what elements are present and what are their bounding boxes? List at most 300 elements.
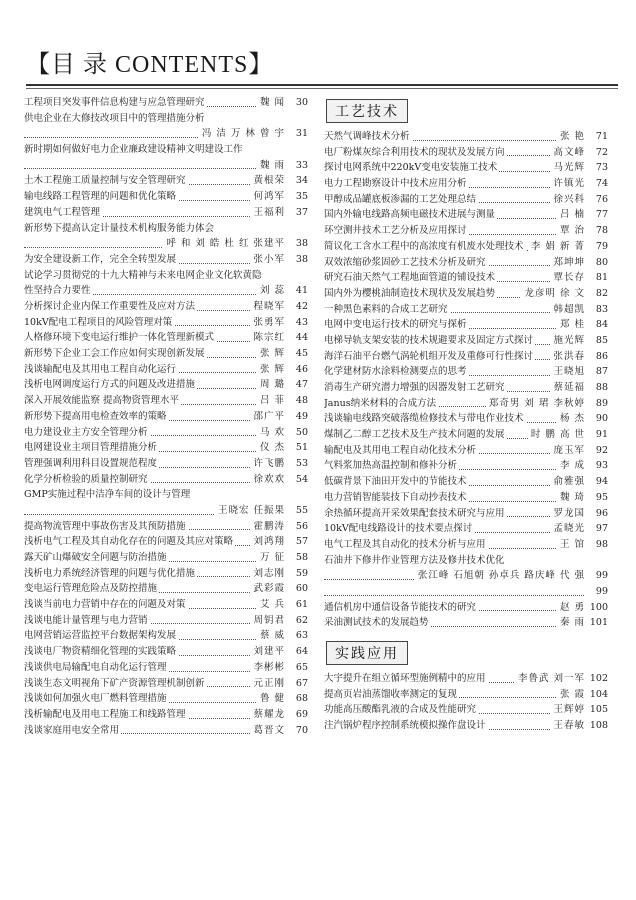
entry-title: 电网中变电运行技术的研究与探析 (324, 319, 467, 331)
entry-author: 时 鹏 高 世 (530, 429, 585, 441)
toc-entry[interactable] (24, 597, 308, 613)
entry-tail (557, 411, 608, 427)
entry-page: 95 (595, 491, 608, 503)
entry-author: 邵广平 (253, 410, 285, 422)
entry-title: 采油测试技术的发展趋势 (324, 617, 429, 629)
entry-tail (557, 490, 608, 506)
entry-title: 10kV配电工程项目的风险管理对策 (24, 316, 173, 328)
entry-author: 刘 蕊 (259, 285, 285, 297)
entry-tail (250, 173, 308, 189)
toc-entry[interactable] (324, 718, 608, 734)
toc-entry[interactable] (324, 687, 608, 703)
entry-author: 武彩霞 (253, 583, 285, 595)
toc-entry[interactable] (324, 176, 608, 192)
entry-author: 蔡耀龙 (253, 708, 285, 720)
entry-tail (250, 613, 308, 629)
entry-page: 88 (595, 382, 608, 393)
toc-entry[interactable] (324, 333, 608, 349)
entry-tail (557, 615, 608, 631)
entry-page: 98 (595, 538, 608, 550)
entry-title: 浅谈输配电及其用电工程自动化运行 (24, 363, 177, 375)
entry-tail (250, 472, 308, 488)
entry-tail (550, 255, 608, 271)
entry-page: 49 (295, 410, 308, 422)
entry-title: 电网建设业主项目管理措施分析 (24, 442, 158, 454)
entry-title: 电力建设业主方安全管理分析 (24, 426, 148, 438)
toc-entry-extra (324, 584, 608, 600)
entry-author: 李彬彬 (253, 661, 285, 673)
entry-author: 周 璐 (259, 379, 285, 391)
entry-title: 研究石油天然气工程地面管道的铺设技术 (324, 272, 496, 284)
entry-tail (250, 707, 308, 723)
entry-page: 99 (595, 570, 608, 582)
entry-tail (257, 440, 308, 456)
entry-tail (557, 317, 608, 333)
entry-page: 72 (595, 146, 608, 158)
toc-entry[interactable] (24, 299, 308, 315)
entry-title: 电厂粉煤灰综合利用技术的现状及发展方向 (324, 146, 505, 158)
toc-entry[interactable] (324, 411, 608, 427)
entry-author: 程晓军 (253, 301, 285, 312)
entry-tail (250, 252, 308, 268)
entry-page: 55 (295, 504, 308, 516)
toc-entry[interactable] (24, 707, 308, 723)
toc-entry[interactable] (324, 270, 608, 286)
entry-tail (250, 723, 308, 739)
entry-title: 化学分析检验的质量控制研究 (24, 473, 148, 485)
entry-tail (257, 283, 308, 299)
header-rule-thin (26, 88, 618, 89)
toc-entry[interactable] (24, 142, 308, 173)
dot-leader (324, 595, 608, 596)
entry-tail (557, 458, 608, 474)
entry-author: 冯 洁 万 林 曾 宇 (201, 128, 285, 140)
entry-page: 83 (595, 303, 608, 315)
toc-entry[interactable] (24, 487, 308, 518)
toc-entry[interactable] (24, 315, 308, 331)
entry-tail (557, 600, 608, 616)
entry-author: 吕 楠 (559, 209, 585, 221)
entry-page: 58 (295, 552, 308, 564)
entry-title: 浅谈当前电力营销中存在的问题及对策 (24, 599, 186, 611)
entry-tail (250, 205, 308, 221)
toc-entry[interactable] (324, 702, 608, 718)
entry-title: 提高物流管理中事故伤害及其预防措施 (24, 520, 186, 532)
entry-page: 89 (595, 397, 608, 409)
entry-page: 76 (595, 193, 608, 205)
entry-page: 93 (595, 460, 608, 472)
toc-entry[interactable] (24, 221, 308, 252)
toc-entry[interactable] (24, 409, 308, 425)
entry-author: 元正刚 (253, 677, 285, 689)
entry-title: GMP实施过程中洁净车间的设计与管理 (24, 489, 191, 501)
toc-entry[interactable] (324, 490, 608, 506)
entry-author: 艾 兵 (259, 599, 285, 611)
entry-tail (550, 702, 608, 718)
entry-line2 (24, 236, 308, 252)
toc-entry[interactable] (324, 192, 608, 208)
entry-author: 张 霞 (559, 688, 585, 700)
toc-entry[interactable] (324, 286, 608, 302)
entry-page: 102 (589, 673, 608, 685)
toc-entry[interactable] (24, 173, 308, 189)
toc-entry[interactable] (324, 239, 608, 255)
entry-author: 许飞鹏 (253, 457, 285, 469)
entry-tail (550, 302, 608, 318)
toc-entry[interactable] (324, 129, 608, 145)
practice-entries (324, 671, 608, 734)
entry-title: 输电线路工程管理的问题和优化策略 (24, 191, 177, 203)
entry-page: 65 (295, 661, 308, 673)
entry-title: 低碳背景下油田开发中的节能技术 (324, 476, 467, 488)
entry-author: 魏 闻 (259, 97, 285, 108)
entry-page: 104 (589, 688, 608, 700)
toc-entry[interactable] (24, 95, 308, 111)
toc-entry[interactable] (24, 613, 308, 629)
entry-page: 50 (295, 426, 308, 438)
entry-page: 38 (295, 238, 308, 250)
entry-page: 68 (295, 693, 308, 705)
entry-author: 葛晋文 (253, 724, 285, 736)
entry-page: 61 (295, 599, 308, 611)
entry-title: 电力营销智能装技下自动抄表技术 (324, 491, 467, 503)
toc-entry[interactable] (24, 346, 308, 362)
entry-tail (550, 718, 608, 734)
entry-title-cont: 性坚持合力要性 (24, 285, 91, 297)
entry-author: 刘鸿翔 (253, 536, 285, 548)
entry-tail (257, 691, 308, 707)
entry-title: 供电企业在大修技改项目中的管理措施分析 (24, 112, 205, 124)
entry-page: 96 (595, 507, 608, 519)
entry-author: 覃 治 (559, 225, 585, 237)
toc-entry[interactable] (324, 223, 608, 239)
entry-title: 浅谈输电线路突破落缆检修技术与带电作业技术 (324, 413, 524, 425)
entry-tail (199, 126, 308, 142)
entry-tail (257, 425, 308, 441)
entry-page: 94 (595, 476, 608, 488)
entry-page: 37 (295, 206, 308, 218)
toc-entry[interactable] (324, 317, 608, 333)
entry-page: 63 (295, 630, 308, 642)
toc-entry[interactable] (24, 566, 308, 582)
toc-right-column (324, 95, 608, 734)
toc-entry[interactable] (324, 671, 608, 687)
entry-tail (257, 158, 308, 174)
toc-entry[interactable] (324, 474, 608, 490)
toc-entry[interactable] (324, 615, 608, 631)
entry-title: 深入开展效能监察 提高物资管理水平 (24, 395, 180, 407)
entry-title: 电梯导轨支架安装的技术规避要求及固定方式探讨 (324, 334, 534, 346)
toc-entry[interactable] (324, 302, 608, 318)
entry-title: 电网营销运营监控平台数据架构发展 (24, 630, 177, 642)
toc-entry[interactable] (24, 644, 308, 660)
toc-entry[interactable] (24, 691, 308, 707)
entry-title: 浅谈如何加强火电厂燃料管理措施 (24, 693, 167, 705)
entry-author: 秦 雨 (559, 617, 585, 629)
entry-page: 84 (595, 319, 608, 331)
entry-tail (250, 581, 308, 597)
toc-entry[interactable] (24, 377, 308, 393)
entry-page: 80 (595, 256, 608, 268)
entry-tail (521, 286, 608, 302)
entry-page: 71 (595, 131, 608, 142)
entry-page: 86 (595, 350, 608, 362)
entry-page: 62 (295, 614, 308, 626)
entry-author: 王辉婷 (553, 704, 585, 716)
toc-entry[interactable] (324, 600, 608, 616)
entry-author: 马光辉 (553, 162, 585, 174)
entry-author: 蔡 威 (259, 630, 285, 642)
entry-tail (550, 443, 608, 459)
toc-entry[interactable] (24, 723, 308, 739)
entry-author: 李 娟 新 菁 (530, 240, 585, 252)
entry-title: 简议化工含水工程中的高浓度有机废水处理技术 (324, 240, 524, 252)
entry-title: 探讨电网系统中220kV变电安装施工技术 (324, 162, 498, 174)
toc-entry[interactable] (24, 268, 308, 299)
entry-tail (550, 474, 608, 490)
entry-tail (257, 393, 308, 409)
toc-left-column (24, 95, 308, 738)
entry-tail (257, 95, 308, 111)
toc-entry[interactable] (324, 160, 608, 176)
toc-entry[interactable] (24, 456, 308, 472)
tech-entries (324, 129, 608, 631)
entry-title: 消毒生产研究潜力增强的因器发射工艺研究 (324, 382, 505, 393)
entry-tail (250, 676, 308, 692)
toc-entry[interactable] (324, 553, 608, 584)
entry-line2 (324, 568, 608, 584)
entry-tail (550, 160, 608, 176)
entry-tail (250, 534, 308, 550)
entry-title: 环空测井技术工艺分析及应用探讨 (324, 225, 467, 237)
toc-entry[interactable] (324, 537, 608, 553)
entry-title: 管理强调利用科目设置规范程度 (24, 457, 158, 469)
entry-page: 35 (295, 191, 308, 203)
entry-title: 建筑电气工程管理 (24, 206, 101, 218)
entry-author: 霍鹏涛 (253, 520, 285, 532)
toc-entry[interactable] (324, 506, 608, 522)
entry-author: 覃长存 (553, 272, 585, 284)
entry-page: 77 (595, 209, 608, 221)
toc-entry[interactable] (324, 349, 608, 365)
entry-author: 高文峰 (553, 146, 585, 158)
entry-page: 70 (295, 724, 308, 736)
entry-author: 庞玉军 (553, 444, 585, 456)
entry-title: 双效浓缩砂浆固砂工艺技术分析及研究 (324, 256, 486, 268)
entry-author: 鲁 健 (259, 693, 285, 705)
entry-tail (550, 506, 608, 522)
entry-tail (550, 270, 608, 286)
entry-page: 82 (595, 287, 608, 299)
page-header: 【目 录 CONTENTS】 (26, 52, 274, 78)
entry-author: 徐欢欢 (253, 473, 285, 485)
entry-page: 74 (595, 178, 608, 190)
toc-entry[interactable] (324, 458, 608, 474)
entry-tail (250, 456, 308, 472)
entry-page: 60 (295, 583, 308, 595)
section-title-tech: 工艺技术 (326, 99, 408, 123)
toc-entry[interactable] (24, 534, 308, 550)
toc-entry[interactable] (24, 205, 308, 221)
toc-entry[interactable] (24, 330, 308, 346)
entry-author: 韩超凯 (553, 303, 585, 315)
toc-entry[interactable] (24, 393, 308, 409)
entry-tail (550, 333, 608, 349)
entry-tail (250, 330, 308, 346)
entry-page: 44 (295, 332, 308, 344)
entry-author: 张 艳 (559, 131, 585, 142)
entry-author: 王晓宏 任振果 (217, 504, 285, 516)
entry-page: 30 (295, 97, 308, 108)
entry-author: 郑 桂 (559, 319, 585, 331)
toc-entry[interactable] (24, 111, 308, 142)
entry-tail (486, 396, 608, 412)
entry-author: 张江峰 石旭朝 孙卓兵 路庆峰 代 强 (417, 570, 585, 582)
entry-tail (257, 628, 308, 644)
entry-tail (415, 568, 608, 584)
entry-author: 徐兴科 (553, 193, 585, 205)
entry-author: 仪 杰 (259, 442, 285, 454)
entry-page: 47 (295, 379, 308, 391)
entry-author: 蔡延福 (553, 382, 585, 393)
entry-page: 34 (295, 175, 308, 187)
entry-author: 郑奇男 刘 珺 李秋婷 (488, 397, 585, 409)
entry-page: 101 (589, 617, 608, 629)
entry-title: 浅析电力系统经济管理的问题与优化措施 (24, 567, 196, 579)
entry-page: 81 (595, 272, 608, 284)
entry-page: 31 (295, 128, 308, 140)
entry-author: 郑坤坤 (553, 256, 585, 268)
entry-tail (250, 644, 308, 660)
entry-author: 罗龙国 (553, 507, 585, 519)
entry-tail (557, 537, 608, 553)
toc-entry[interactable] (24, 676, 308, 692)
entry-author: 许镇光 (553, 178, 585, 190)
entry-tail (515, 671, 608, 687)
entry-page: 85 (595, 334, 608, 346)
entry-title: 变电运行管理危险点及防控措施 (24, 583, 158, 595)
entry-title: 浅析电气工程及其自动化存在的问题及其应对策略 (24, 536, 234, 548)
toc-entry[interactable] (24, 472, 308, 488)
toc-entry[interactable] (24, 660, 308, 676)
entry-tail (250, 189, 308, 205)
entry-title: 浅谈电厂物资精细化管理的实践策略 (24, 646, 177, 658)
entry-author: 李鲁武 刘一军 (517, 673, 585, 685)
entry-page: 41 (295, 285, 308, 297)
entry-author: 黄根荣 (253, 175, 285, 187)
entry-author: 张 辉 (259, 348, 285, 360)
toc-entry[interactable] (324, 145, 608, 161)
toc-entry[interactable] (324, 521, 608, 537)
toc-entry[interactable] (24, 362, 308, 378)
entry-page: 78 (595, 225, 608, 237)
entry-title: 试论学习贯彻党的十九大精神与未来电网企业文化软黄隐 (24, 269, 262, 281)
entry-author: 王晓旭 (553, 366, 585, 378)
entry-author: 刘志刚 (253, 567, 285, 579)
entry-author: 魏 雨 (259, 159, 285, 171)
entry-title: 海洋石油平台燃气涡轮机组开发及重修可行性探讨 (324, 350, 534, 362)
entry-tail (250, 299, 308, 315)
entry-author: 王福利 (253, 206, 285, 218)
toc-entry[interactable] (24, 519, 308, 535)
entry-author: 陈宗红 (253, 332, 285, 344)
toc-entry[interactable] (24, 440, 308, 456)
entry-title: 新时期如何做好电力企业廉政建设精神文明建设工作 (24, 144, 243, 156)
entry-title: 新形势下提高认定计量技术机构服务能力体会 (24, 222, 215, 234)
entry-page: 56 (295, 520, 308, 532)
entry-page: 67 (295, 677, 308, 689)
entry-title: 天然气调峰技术分析 (324, 131, 410, 142)
toc-entry[interactable] (324, 255, 608, 271)
toc-entry[interactable] (324, 427, 608, 443)
entry-page: 73 (595, 162, 608, 174)
toc-entry[interactable] (24, 189, 308, 205)
entry-tail (557, 223, 608, 239)
entry-title: 功能高压酸酯乳液的合成及性能研究 (324, 704, 477, 716)
entry-author: 马 欢 (259, 426, 285, 438)
toc-entry[interactable] (324, 364, 608, 380)
entry-title: 工程项目突发事件信息构建与应急管理研究 (24, 97, 205, 108)
entry-author: 施光辉 (553, 334, 585, 346)
entry-title: 浅析电网调度运行方式的问题及改进措施 (24, 379, 196, 391)
entry-page: 90 (595, 413, 608, 425)
entry-tail (250, 566, 308, 582)
entry-author: 刘建平 (253, 646, 285, 658)
entry-author: 何鸿军 (253, 191, 285, 203)
entry-title: 浅析输配电及用电工程施工和线路管理 (24, 708, 186, 720)
entry-author: 龙彦明 徐 文 (524, 287, 585, 299)
entry-title: 注汽锅炉程序控制系统模拟操作盘设计 (324, 720, 486, 732)
entry-author: 张小军 (253, 253, 285, 265)
entry-tail (550, 192, 608, 208)
toc-entry[interactable] (24, 581, 308, 597)
entry-author: 周钥君 (253, 614, 285, 626)
entry-tail (257, 346, 308, 362)
entry-line2 (24, 158, 308, 174)
entry-title: 一种黑色素料的合成工艺研究 (324, 303, 448, 315)
entry-page: 51 (295, 442, 308, 454)
entry-tail (257, 362, 308, 378)
entry-tail (557, 207, 608, 223)
entry-author: 孟晓光 (553, 523, 585, 535)
entry-page: 91 (595, 429, 608, 441)
entry-title: 浅谈电能计量管理与电力营销 (24, 614, 148, 626)
entry-title: 10kV配电线路设计的技术要点探讨 (324, 523, 473, 535)
toc-entry[interactable] (24, 550, 308, 566)
toc-entry[interactable] (324, 207, 608, 223)
entry-tail (550, 380, 608, 396)
entry-title: 分析探讨企业内保工作重要性及应对方法 (24, 301, 196, 312)
entry-title: 化学建材防水涂料检测要点的思考 (324, 366, 467, 378)
entry-page: 48 (295, 395, 308, 407)
entry-page: 79 (595, 240, 608, 252)
toc-entry[interactable] (324, 396, 608, 412)
entry-title: 甲醇成品罐底板渗漏的工艺处理总结 (324, 193, 477, 205)
toc-entry[interactable] (24, 628, 308, 644)
toc-entry[interactable] (324, 443, 608, 459)
entry-title: Janus纳米材料的合成方法 (324, 397, 437, 409)
entry-page: 43 (295, 316, 308, 328)
entry-page: 33 (295, 159, 308, 171)
toc-entry[interactable] (24, 425, 308, 441)
toc-entry[interactable] (24, 252, 308, 268)
entry-title: 新形势下企业工会工作应如何实现创新发展 (24, 348, 205, 360)
entry-page: 99 (595, 585, 608, 597)
entry-page: 42 (295, 301, 308, 312)
entry-tail (550, 349, 608, 365)
entry-title: 电力工程勘察设计中技术应用分析 (324, 178, 467, 190)
toc-entry[interactable] (324, 380, 608, 396)
